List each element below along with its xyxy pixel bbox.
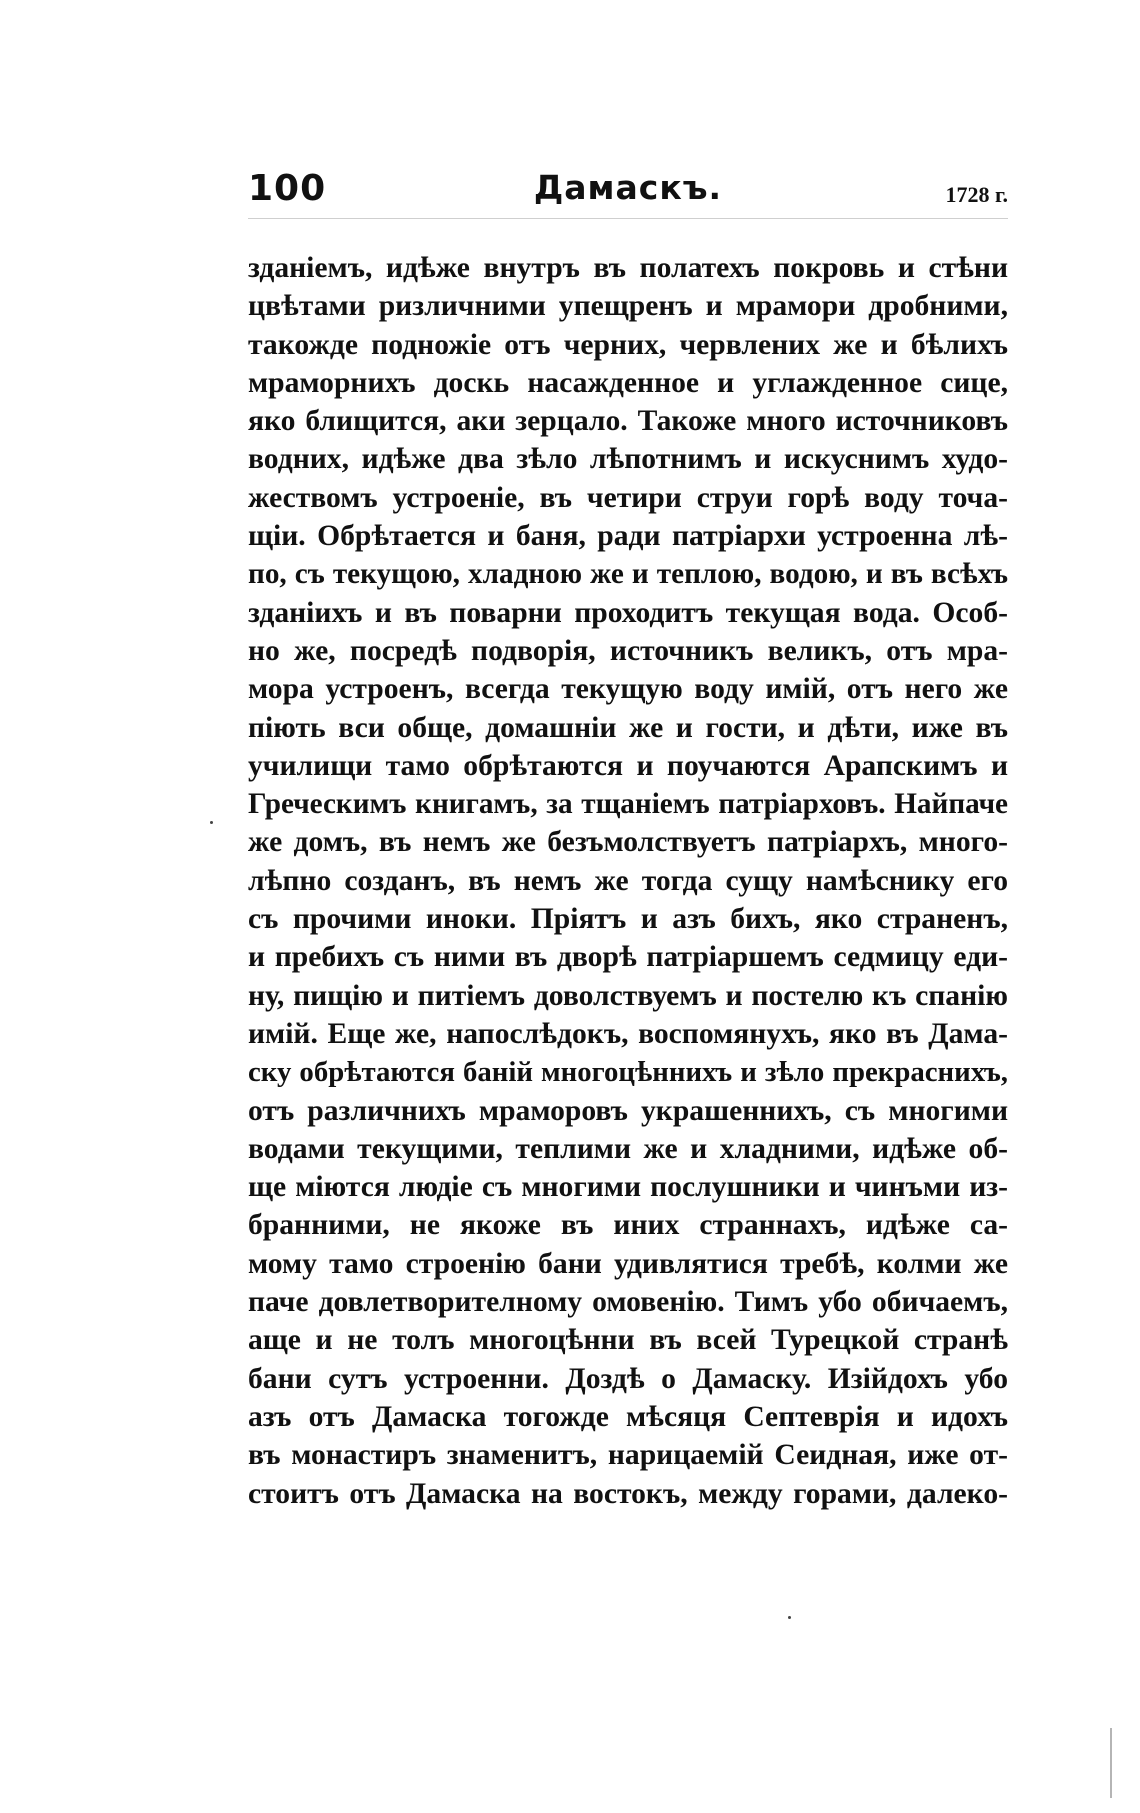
scan-edge-mark [1110,1728,1112,1798]
text-line: цвѣтами ризличними упещренъ и мрамори дробними, [248,290,1008,323]
text-line: щіи. Обрѣтается и баня, ради патріархи устроенна лѣ- [248,520,1008,553]
running-title: Дамаскъ. [533,168,723,207]
text-line: по, съ текущою, хладною же и теплою, водою, и въ всѣхъ [248,558,1008,591]
header-rule [248,218,1008,219]
text-line: такожде подножіе отъ черних, червлених же и бѣлихъ [248,328,1008,361]
body-text [248,249,1008,1513]
text-line: азъ отъ Дамаска тогожде мѣсяця Септеврія и идохъ [248,1400,1008,1433]
text-line: зданіемъ, идѣже внутръ въ полатехъ покровь и стѣни [248,252,1008,284]
margin-speck [788,1616,791,1619]
text-line: но же, посредѣ подворія, источникъ великъ, отъ мра- [248,634,1008,667]
text-line: жествомъ устроеніе, въ четири струи горѣ воду точа- [248,481,1008,514]
text-line: Греческимъ книгамъ, за тщаніемъ патріарховъ. Найпаче [248,788,1008,821]
page-number: 100 [248,168,327,209]
margin-speck [210,821,213,824]
text-line: мора устроенъ, всегда текущую воду имій, отъ него же [248,673,1008,706]
text-line: ску обрѣтаются баній многоцѣннихъ и зѣло прекраснихъ, [248,1056,1008,1089]
text-line: аще и не толъ многоцѣнни въ всей Турецкой странѣ [248,1324,1008,1357]
text-line: же домъ, въ немъ же безъмолствуетъ патріархъ, много- [248,826,1008,859]
text-line: и пребихъ съ ними въ дворѣ патріаршемъ седмицу еди- [248,941,1008,974]
text-line: отъ различнихъ мраморовъ украшеннихъ, съ многими [248,1094,1008,1127]
text-line: съ прочими иноки. Пріятъ и азъ бихъ, яко страненъ, [248,903,1008,936]
text-line: бани сутъ устроенни. Доздѣ о Дамаску. Изійдохъ убо [248,1362,1008,1395]
year-label: 1728 г. [945,182,1008,207]
text-line: зданіихъ и въ поварни проходитъ текущая вода. Особ- [248,596,1008,629]
text-line: ну, пищію и питіемъ доволствуемъ и постелю къ спанію [248,979,1008,1012]
page-header [248,162,1008,218]
text-line: мому тамо строенію бани удивлятися требѣ, колми же [248,1247,1008,1280]
text-line: училищи тамо обрѣтаются и поучаются Арапскимъ и [248,749,1008,782]
text-line: водами текущими, теплими же и хладними, идѣже об- [248,1132,1008,1165]
text-line: ще міются людіе съ многими послушники и чинъми из- [248,1171,1008,1204]
text-line: піють вси обще, домашніи же и гости, и дѣти, иже въ [248,711,1008,744]
text-line: въ монастиръ знаменитъ, нарицаемій Сеидная, иже от- [248,1439,1008,1472]
text-line: яко блищится, аки зерцало. Такоже много источниковъ [248,405,1008,438]
text-line: имій. Еще же, напослѣдокъ, воспомянухъ, яко въ Дама- [248,1017,1008,1050]
text-line: бранними, не якоже въ иних страннахъ, идѣже са- [248,1209,1008,1242]
text-line: водних, идѣже два зѣло лѣпотнимъ и искуснимъ худо- [248,443,1008,476]
text-line: паче довлетворителному омовенію. Тимъ убо обичаемъ, [248,1286,1008,1319]
text-line: мраморнихъ доскь насажденное и углажденное сице, [248,366,1008,399]
text-line: стоитъ отъ Дамаска на востокъ, между горами, далеко- [248,1477,1008,1510]
text-line: лѣпно созданъ, въ немъ же тогда сущу намѣснику его [248,864,1008,897]
